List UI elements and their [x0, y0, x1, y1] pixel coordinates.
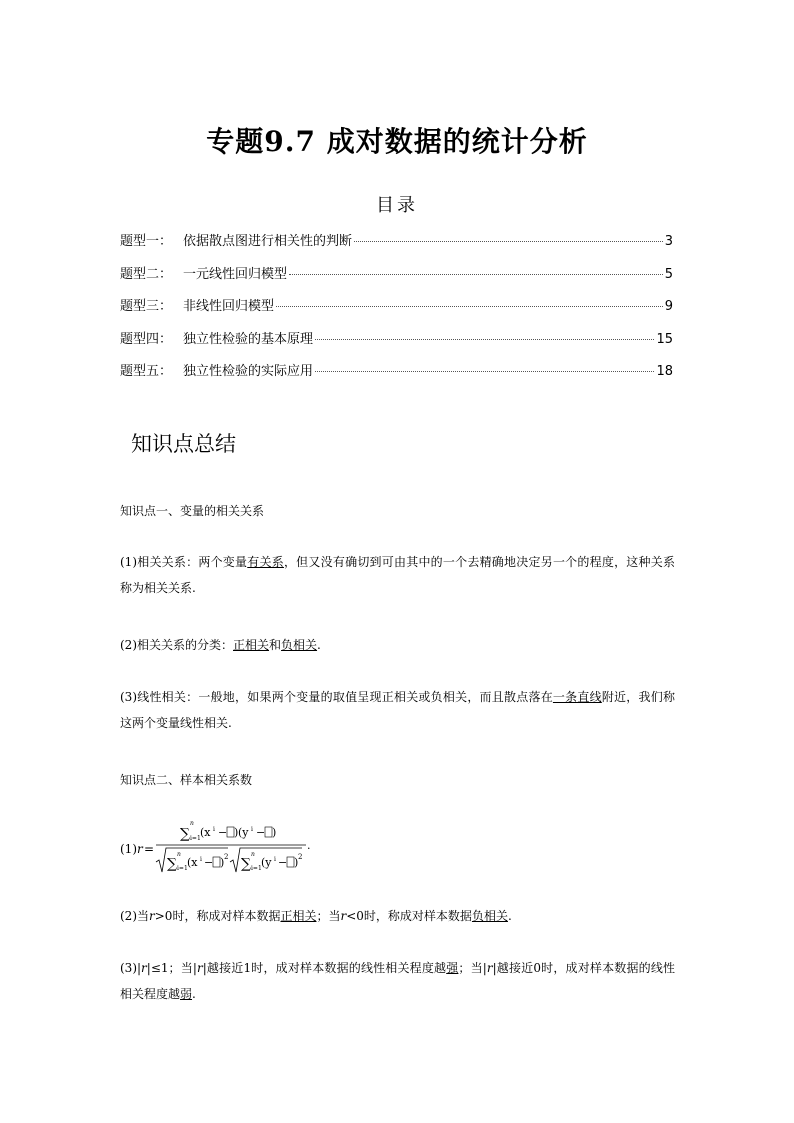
toc-entry-text: 独立性检验的基本原理 [183, 331, 314, 347]
text-run: >0时，称成对样本数据 [154, 909, 281, 923]
denominator-minus-2: − [278, 856, 288, 869]
underlined-term: 正相关 [280, 909, 317, 923]
denominator-close-1: ) [220, 856, 225, 869]
toc-entry-page: 9 [664, 299, 673, 314]
denominator-y-term: (y [261, 856, 272, 869]
y-bar-box [265, 827, 272, 837]
section-heading: 知识点总结 [131, 432, 236, 456]
paragraph-correlation-definition [120, 549, 675, 601]
text-run: (3)线性相关：一般地，如果两个变量的取值呈现正相关或负相关，而且散点落在 [120, 690, 553, 704]
toc-entry-text: 依据散点图进行相关性的判断 [183, 234, 353, 249]
paragraph-correlation-sign [120, 903, 675, 929]
correlation-coefficient-formula [120, 816, 340, 876]
paragraph-correlation-strength [120, 955, 675, 1007]
text-run: 附近，我们称这两个变量线性相关. [120, 690, 675, 730]
numerator-sigma: ∑ [180, 826, 190, 842]
toc-entry[interactable] [120, 360, 673, 393]
underlined-term: 负相关 [471, 909, 508, 923]
numerator-x-term: (x [200, 826, 211, 839]
toc-entry-label: 题型四： [120, 331, 173, 347]
underlined-term: 有关系 [247, 555, 284, 569]
denominator-upper-n-1: n [177, 851, 181, 858]
toc-leader-dots [276, 306, 663, 307]
toc-entry-label: 题型二： [120, 266, 173, 282]
text-run: (1)相关关系：两个变量 [120, 555, 248, 569]
variable-r: r [340, 909, 347, 923]
numerator-y-term: (y [238, 826, 249, 839]
toc-entry-page: 18 [656, 364, 673, 379]
toc-entry-text: 独立性检验的实际应用 [183, 364, 314, 379]
text-run: (2)相关关系的分类： [120, 638, 233, 652]
toc-entry-label: 题型五： [120, 364, 173, 379]
text-run: . [192, 987, 196, 1001]
knowledge-point-1-heading: 知识点一、变量的相关关系 [120, 504, 265, 518]
paragraph-correlation-types [120, 632, 675, 658]
document-title: 专题9.7 成对数据的统计分析 [206, 125, 588, 158]
underlined-term: 弱 [180, 987, 193, 1001]
denominator-lower-index-1: i=1 [177, 865, 188, 872]
denominator-lower-index-2: i=1 [251, 865, 262, 872]
denominator-upper-n-2: n [251, 851, 255, 858]
x-bar-box [227, 827, 234, 837]
text-run: 和 [269, 638, 282, 652]
toc-entry[interactable] [120, 295, 673, 328]
denominator-x-sub: i [200, 856, 202, 863]
underlined-term: 正相关 [233, 638, 270, 652]
underlined-term: 强 [446, 961, 459, 975]
text-run: <0时，称成对样本数据 [346, 909, 472, 923]
toc-entry-text: 非线性回归模型 [183, 299, 275, 314]
toc-entry-label: 题型一： [120, 234, 173, 249]
variable-r: r [149, 909, 155, 923]
numerator-lower-index: i=1 [190, 835, 201, 842]
formula-graphic [120, 816, 340, 876]
toc-entry[interactable] [120, 328, 673, 361]
numerator-upper-n: n [190, 820, 194, 827]
text-run: |越接近1时，成对样本数据的线性相关程度越 [202, 961, 447, 975]
toc-entry-page: 15 [656, 331, 673, 347]
toc-leader-dots [315, 339, 654, 340]
text-run: (2)当 [120, 909, 149, 923]
formula-equals: = [144, 842, 155, 856]
text-run: (3)| [120, 961, 142, 975]
variable-r: r [486, 961, 493, 975]
toc-leader-dots [354, 241, 663, 242]
text-run: ；当 [316, 909, 341, 923]
variable-r: r [196, 961, 203, 975]
numerator-minus-1: − [218, 826, 228, 839]
x-bar-box-2 [213, 857, 220, 867]
paragraph-linear-correlation [120, 684, 675, 736]
text-run: ，但又没有确切到可由其中的一个去精确地决定另一个的程度，这种关系称为相关关系. [120, 555, 675, 595]
toc-entry-text: 一元线性回归模型 [183, 266, 288, 282]
text-run: |越接近0时，成对样本数据的线性相关程度越 [120, 961, 675, 1001]
denominator-square-2: 2 [298, 853, 303, 861]
knowledge-point-2-heading: 知识点二、样本相关系数 [120, 773, 253, 787]
numerator-y-sub: i [251, 826, 253, 833]
toc-entry-page: 3 [664, 234, 673, 249]
underlined-term: 负相关 [281, 638, 318, 652]
denominator-sigma-2: ∑ [241, 856, 251, 872]
denominator-x-term: (x [187, 856, 198, 869]
underlined-term: 一条直线 [552, 690, 602, 704]
text-run: ；当| [458, 961, 487, 975]
toc-entry-label: 题型三： [120, 299, 173, 314]
toc-entry-page: 5 [664, 266, 673, 282]
table-of-contents [120, 230, 673, 393]
toc-entry[interactable] [120, 263, 673, 296]
numerator-x-sub: i [213, 826, 215, 833]
denominator-close-2: ) [294, 856, 299, 869]
numerator-close-2: ) [272, 826, 277, 839]
toc-leader-dots [289, 274, 663, 275]
variable-r: r [141, 961, 147, 975]
denominator-minus-1: − [204, 856, 214, 869]
text-run: . [317, 638, 321, 652]
toc-entry[interactable] [120, 230, 673, 263]
formula-prefix: (1) [120, 842, 137, 856]
text-run: |≤1；当| [146, 961, 197, 975]
toc-heading: 目录 [376, 195, 418, 216]
denominator-y-sub: i [274, 856, 276, 863]
numerator-close-1: ) [234, 826, 239, 839]
denominator-square-1: 2 [224, 853, 229, 861]
formula-dot: . [307, 839, 311, 852]
text-run: . [507, 909, 512, 923]
y-bar-box-2 [287, 857, 294, 867]
numerator-minus-2: − [256, 826, 266, 839]
toc-leader-dots [315, 371, 654, 372]
denominator-sigma-1: ∑ [167, 856, 177, 872]
formula-r: r [137, 842, 143, 856]
